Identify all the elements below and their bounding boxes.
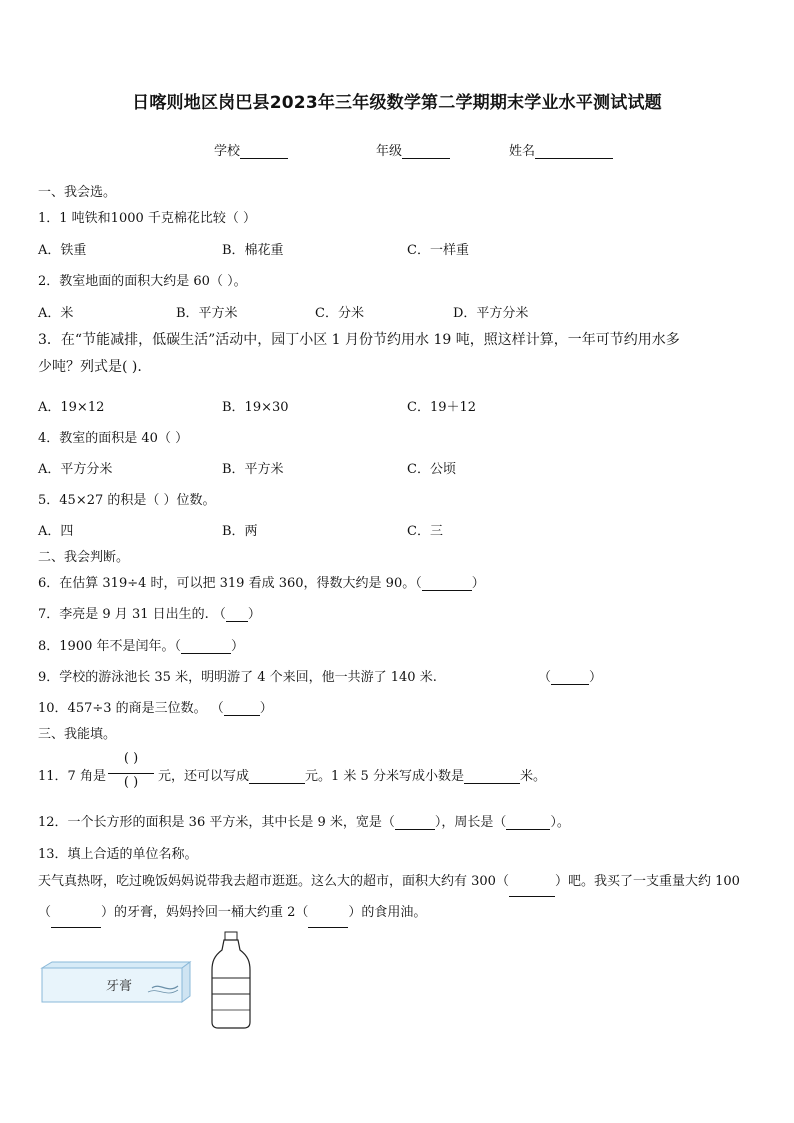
q2-option-d[interactable]: D．平方分米 <box>453 306 529 321</box>
q3-option-a[interactable]: A．19×12 <box>38 400 105 415</box>
grade-field <box>376 140 450 159</box>
question-3-line-2: 少吨？列式是( ). <box>38 359 142 375</box>
q4-option-a[interactable]: A．平方分米 <box>38 462 113 477</box>
passage-part-1: 天气真热呀，吃过晚饭妈妈说带我去超市逛逛。这么大的超市，面积大约有 300（ <box>38 874 509 889</box>
question-2: 2．教室地面的面积大约是 60（ ）。 <box>38 274 247 289</box>
question-3 <box>38 327 762 381</box>
q5-option-a[interactable]: A．四 <box>38 524 74 539</box>
question-10 <box>38 697 273 716</box>
question-12 <box>38 811 570 830</box>
question-6 <box>38 572 485 591</box>
question-4: 4．教室的面积是 40（ ） <box>38 431 189 446</box>
oil-bottle-graphic <box>210 930 252 1030</box>
question-12-part-1: 12．一个长方形的面积是 36 平方米，其中长是 9 米，宽是（ <box>38 815 395 830</box>
question-9-text: 9．学校的游泳池长 35 米，明明游了 4 个来回，他一共游了 140 米. <box>38 670 437 685</box>
toothpaste-image <box>40 960 192 1004</box>
name-field <box>509 140 613 159</box>
q5-option-c[interactable]: C．三 <box>407 524 443 539</box>
question-11-mid-2: 元。1 米 5 分米写成小数是 <box>305 769 464 784</box>
question-6-close: ） <box>471 576 485 591</box>
question-10-text: 10．457÷3 的商是三位数。 （ <box>38 701 224 716</box>
question-8 <box>38 635 244 654</box>
question-7-text: 7．李亮是 9 月 31 日出生的. （ <box>38 607 226 622</box>
q8-answer-blank[interactable] <box>181 640 231 654</box>
question-13-passage <box>38 866 768 928</box>
question-9 <box>38 666 437 685</box>
school-field <box>214 140 288 159</box>
q1-option-b[interactable]: B．棉花重 <box>222 243 284 258</box>
q3-option-b[interactable]: B．19×30 <box>222 400 289 415</box>
q7-answer-blank[interactable] <box>226 608 248 622</box>
q4-option-c[interactable]: C．公顷 <box>407 462 456 477</box>
name-label: 姓名 <box>509 144 536 159</box>
page-title: 日喀则地区岗巴县2023年三年级数学第二学期期末学业水平测试试题 <box>132 93 662 113</box>
section-heading-1: 一、我会选。 <box>38 185 117 200</box>
question-9-answer <box>538 666 602 685</box>
name-blank[interactable] <box>535 158 613 159</box>
question-6-text: 6．在估算 319÷4 时，可以把 319 看成 360，得数大约是 90。（ <box>38 576 422 591</box>
question-8-text: 8．1900 年不是闰年。（ <box>38 639 181 654</box>
question-12-part-3: ）。 <box>550 815 570 830</box>
q2-option-a[interactable]: A．米 <box>38 306 74 321</box>
q11-blank-meter[interactable] <box>464 770 520 784</box>
oil-bottle-image <box>210 930 252 1030</box>
q11-fraction[interactable] <box>106 749 156 797</box>
question-13: 13．填上合适的单位名称。 <box>38 847 198 862</box>
q11-fraction-denominator[interactable]: ( ) <box>123 775 139 790</box>
q10-answer-blank[interactable] <box>224 702 260 716</box>
question-1: 1．1 吨铁和1000 千克棉花比较（ ） <box>38 211 257 226</box>
q6-answer-blank[interactable] <box>422 577 472 591</box>
section-heading-3: 三、我能填。 <box>38 727 117 742</box>
q13-oil-unit-blank[interactable] <box>308 914 348 928</box>
passage-part-4: ）的牙膏，妈妈拎回一桶大约重 2（ <box>101 905 309 920</box>
toothpaste-label: 牙膏 <box>106 979 133 994</box>
school-blank[interactable] <box>240 158 288 159</box>
grade-blank[interactable] <box>402 158 450 159</box>
q5-option-b[interactable]: B．两 <box>222 524 258 539</box>
q11-fraction-bar <box>108 773 154 774</box>
question-8-close: ） <box>231 639 245 654</box>
question-3-line-1: 3．在“节能减排，低碳生活”活动中，园丁小区 1 月份节约用水 19 吨，照这样计算，一年可节约用水多 <box>38 332 680 348</box>
question-11-prefix: 11．7 角是 <box>38 769 106 784</box>
question-10-close: ） <box>259 701 273 716</box>
passage-part-2: ）吧。我买了一支重量大约 100 <box>554 874 740 889</box>
question-9-close: ） <box>589 670 603 685</box>
question-11-end: 米。 <box>519 769 546 784</box>
section-heading-2: 二、我会判断。 <box>38 550 130 565</box>
q13-area-unit-blank[interactable] <box>509 883 555 897</box>
q3-option-c[interactable]: C．19＋12 <box>407 400 477 415</box>
question-11-rest <box>158 765 546 784</box>
passage-part-3: （ <box>38 905 52 920</box>
q2-option-c[interactable]: C．分米 <box>315 306 364 321</box>
q1-option-c[interactable]: C．一样重 <box>407 243 469 258</box>
question-5: 5．45×27 的积是（ ）位数。 <box>38 493 216 508</box>
question-12-part-2: ），周长是（ <box>434 815 507 830</box>
grade-label: 年级 <box>376 144 403 159</box>
q11-fraction-numerator[interactable]: ( ) <box>123 751 139 766</box>
passage-part-5: ）的食用油。 <box>348 905 427 920</box>
question-7 <box>38 603 261 622</box>
q11-blank-yuan[interactable] <box>249 770 305 784</box>
q4-option-b[interactable]: B．平方米 <box>222 462 284 477</box>
q2-option-b[interactable]: B．平方米 <box>176 306 238 321</box>
q9-answer-blank[interactable] <box>551 671 589 685</box>
q12-perimeter-blank[interactable] <box>506 816 550 830</box>
q1-option-a[interactable]: A．铁重 <box>38 243 87 258</box>
school-label: 学校 <box>214 144 241 159</box>
q12-width-blank[interactable] <box>395 816 435 830</box>
question-11-mid-1: 元，还可以写成 <box>158 769 250 784</box>
question-7-close: ） <box>247 607 261 622</box>
question-9-open: （ <box>538 670 552 685</box>
q13-toothpaste-unit-blank[interactable] <box>51 914 101 928</box>
